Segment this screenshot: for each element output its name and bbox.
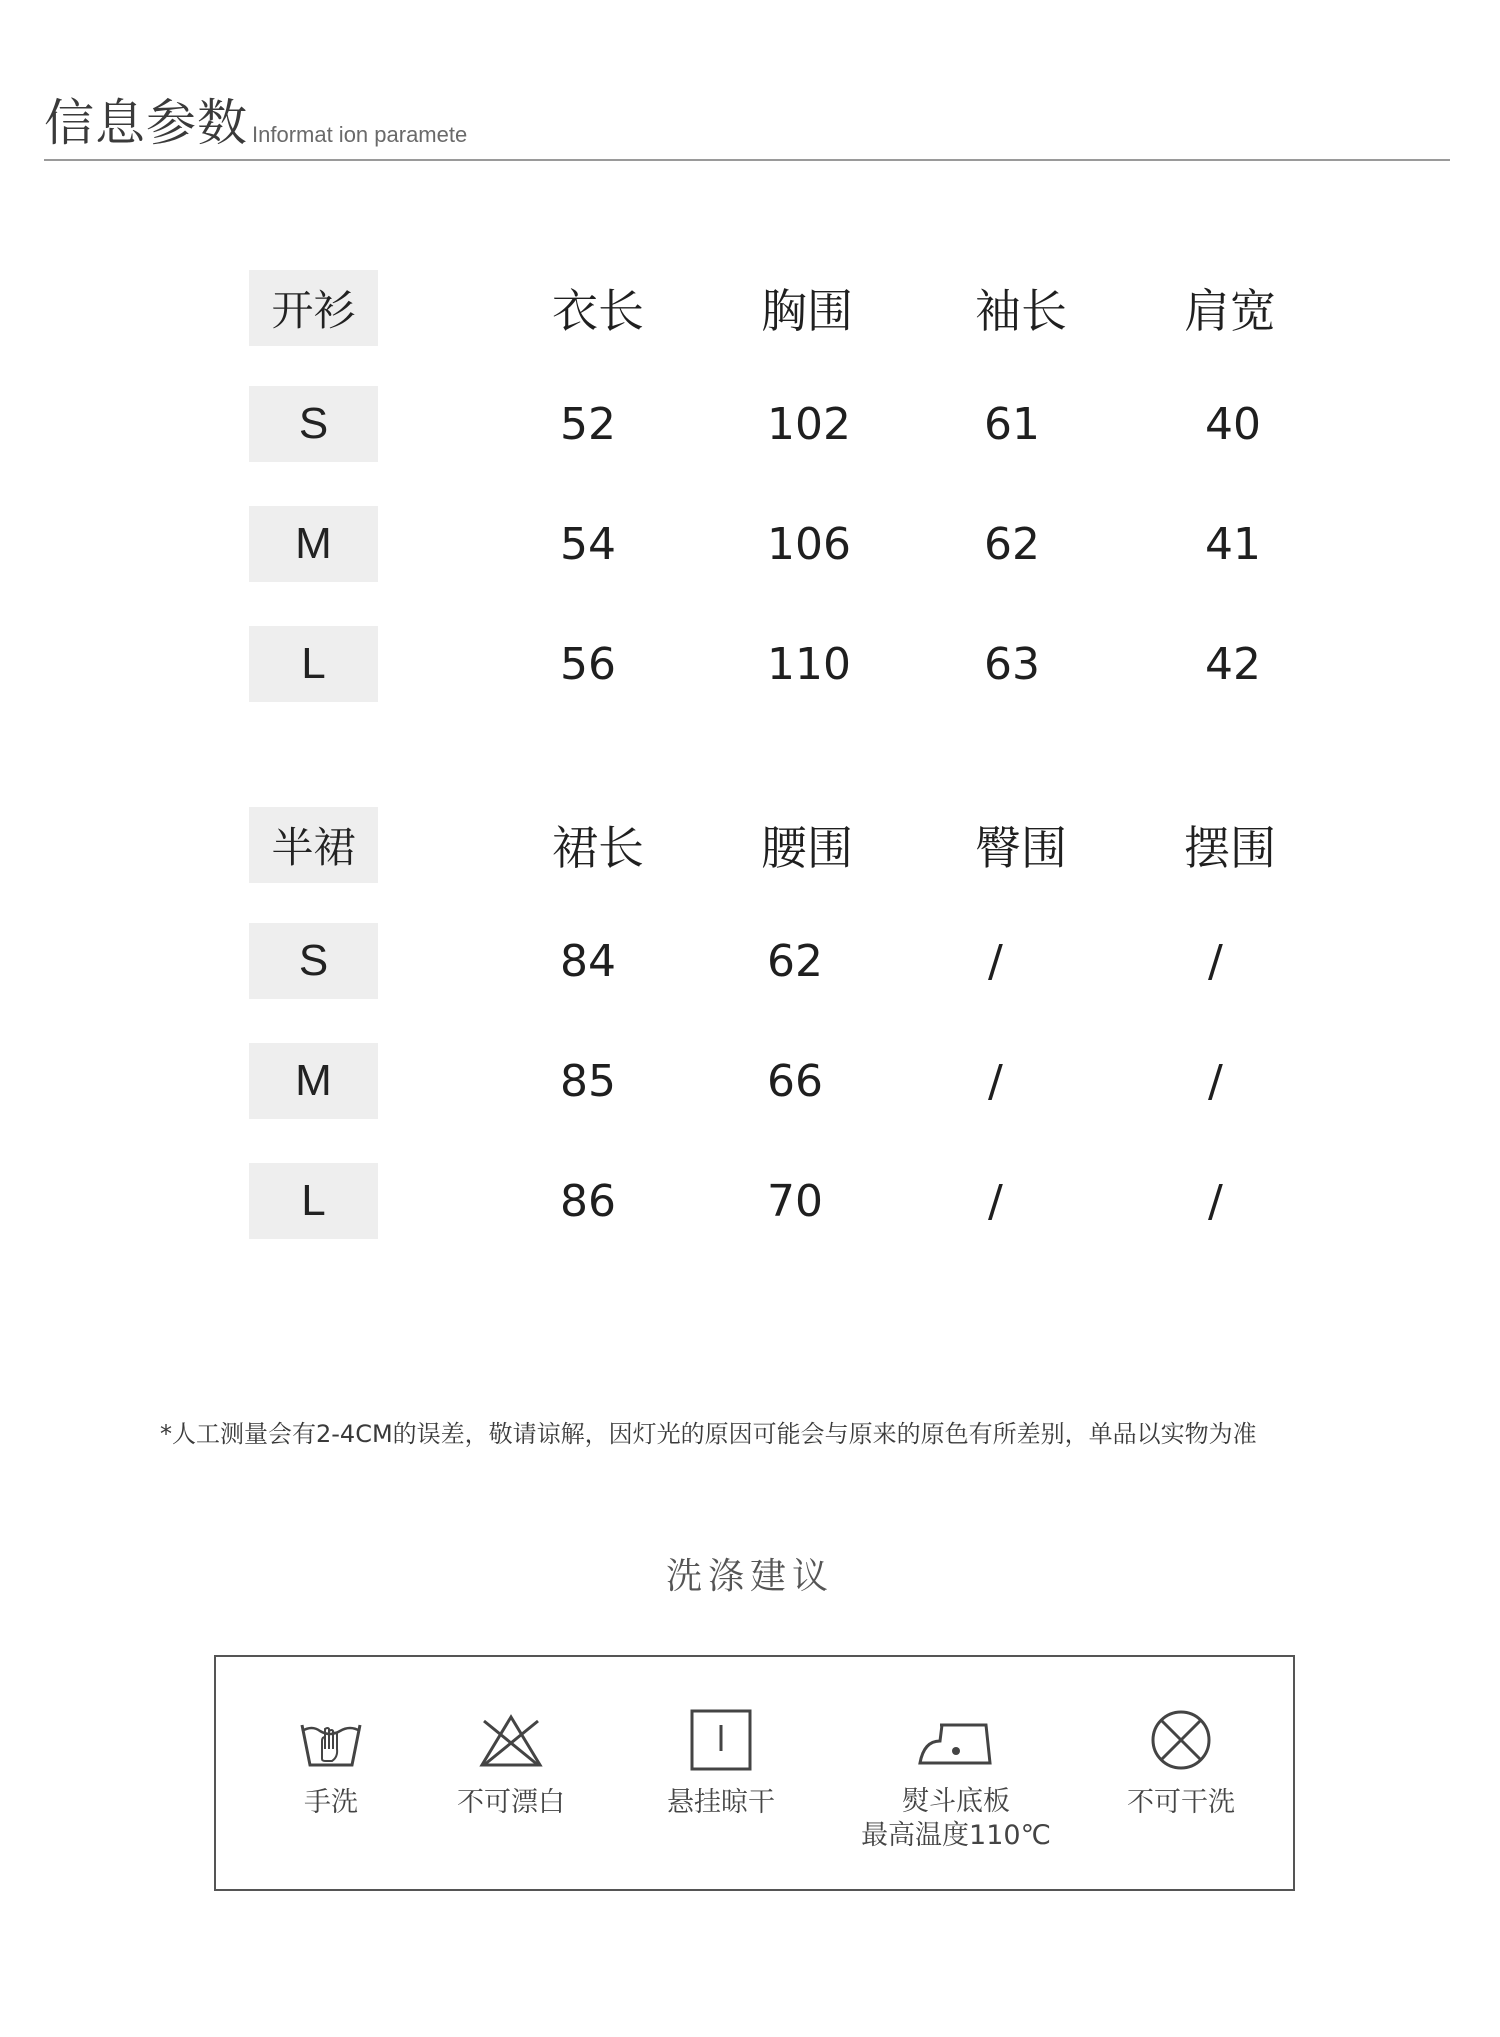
care-item-hang-dry [626,1657,816,1893]
care-label-secondary: 最高温度110℃ [861,1820,1051,1851]
care-label: 手洗 [304,1787,358,1818]
table-cell: / [1208,935,1223,987]
care-item-no-dry-clean [1096,1657,1266,1893]
no-bleach-icon [476,1707,546,1773]
table-row [0,386,1500,462]
table-cell: 42 [1205,638,1261,690]
size-label: M [249,506,378,582]
table-cell: / [988,935,1003,987]
care-item-iron [826,1657,1086,1893]
table-cell: 110 [767,638,851,690]
section-header [44,92,1450,162]
size-label: L [249,1163,378,1239]
table-cell: 52 [560,398,616,450]
size-label: S [249,386,378,462]
table-row [0,923,1500,999]
care-label: 不可干洗 [1127,1787,1235,1818]
skirt-label: 半裙 [249,807,378,883]
care-instructions-box [214,1655,1295,1891]
care-item-hand-wash [256,1657,406,1893]
table-cell: 61 [984,398,1040,450]
hang-dry-icon [686,1707,756,1773]
table-cell: / [1208,1055,1223,1107]
table-cell: 106 [767,518,851,570]
size-label: M [249,1043,378,1119]
table-row [0,1043,1500,1119]
column-header: 衣长 [552,284,644,338]
header-divider [44,159,1450,161]
column-header: 胸围 [761,284,853,338]
table-row [0,506,1500,582]
care-label: 不可漂白 [457,1787,565,1818]
header-title: 信息参数 [44,94,248,152]
table-cell: / [988,1175,1003,1227]
column-header: 裙长 [552,821,644,875]
table-cell: 63 [984,638,1040,690]
size-label: L [249,626,378,702]
table-cell: 84 [560,935,616,987]
column-header: 腰围 [761,821,853,875]
table-cell: 85 [560,1055,616,1107]
table-cell: 62 [767,935,823,987]
no-dry-clean-icon [1146,1707,1216,1773]
table-cell: 40 [1205,398,1261,450]
table-cell: 41 [1205,518,1261,570]
table-cell: / [988,1055,1003,1107]
table-cell: 102 [767,398,851,450]
measurement-note: *人工测量会有2-4CM的误差，敬请谅解，因灯光的原因可能会与原来的原色有所差别，单品以实物为准 [160,1420,1257,1448]
header-subtitle: Informat ion paramete [252,122,468,147]
table-cell: 62 [984,518,1040,570]
care-title: 洗涤建议 [665,1556,834,1597]
table-cell: 54 [560,518,616,570]
care-item-no-bleach [426,1657,596,1893]
table-header-row [0,807,1500,883]
care-label: 熨斗底板 [902,1786,1010,1817]
column-header: 袖长 [975,284,1067,338]
table-cell: / [1208,1175,1223,1227]
column-header: 肩宽 [1184,284,1276,338]
table-row [0,626,1500,702]
hand-wash-icon [296,1707,366,1773]
column-header: 摆围 [1184,821,1276,875]
table-cell: 86 [560,1175,616,1227]
iron-icon [916,1707,996,1773]
column-header: 臀围 [975,821,1067,875]
table-cell: 66 [767,1055,823,1107]
table-cell: 56 [560,638,616,690]
table-row [0,1163,1500,1239]
care-label: 悬挂晾干 [667,1787,775,1818]
size-label: S [249,923,378,999]
table-header-row [0,270,1500,346]
table-cell: 70 [767,1175,823,1227]
cardigan-label: 开衫 [249,270,378,346]
